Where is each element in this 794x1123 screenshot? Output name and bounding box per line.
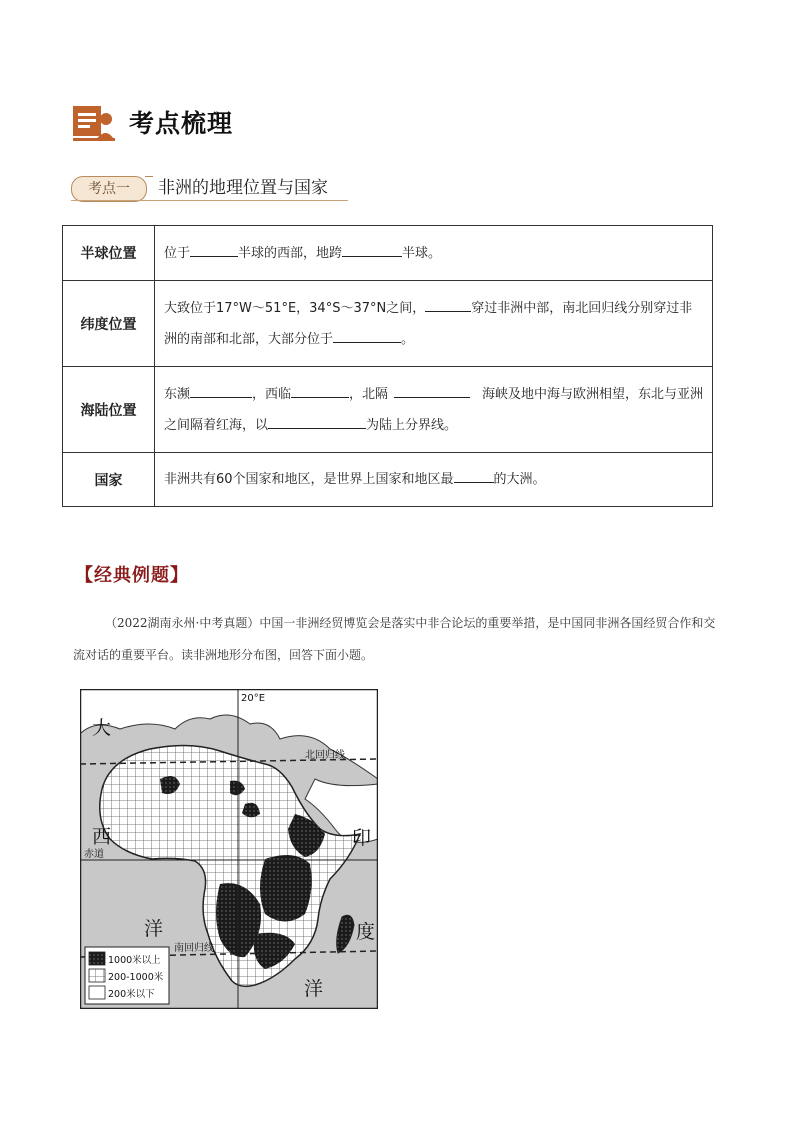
- table-row: [63, 367, 713, 453]
- tropic-north-label: 北回归线: [305, 750, 345, 761]
- fill-blank[interactable]: [394, 383, 470, 398]
- ocean-label-atlantic: 洋: [144, 918, 164, 940]
- legend-label: 200米以下: [108, 989, 155, 1000]
- highland-area: [260, 855, 312, 922]
- text-segment: 。: [401, 331, 415, 347]
- text-segment: 大致位于17°W～51°E，34°S～37°N之间，: [164, 300, 426, 316]
- text-segment: 半球。: [402, 245, 442, 261]
- fill-blank[interactable]: [454, 468, 494, 483]
- text-segment: 穿过非洲中部，南北回归线分别穿过非洲的南部和北部，大部分位于: [164, 300, 693, 347]
- topic-connector: [145, 176, 153, 177]
- text-segment: 的大洲。: [493, 472, 546, 487]
- row-content: [155, 226, 713, 281]
- legend-label: 200-1000米: [108, 972, 164, 983]
- row-content: [155, 453, 713, 507]
- equator-label: 赤道: [84, 849, 104, 860]
- ocean-label-atlantic: 大: [92, 717, 112, 739]
- legend-swatch-high: [89, 952, 105, 965]
- text-segment: 非洲共有60个国家和地区，是世界上国家和地区最: [164, 472, 454, 487]
- ocean-label-indian: 洋: [304, 978, 324, 1000]
- map-svg: [80, 689, 378, 1009]
- row-content: [155, 367, 713, 453]
- ocean-label-indian: 度: [356, 921, 376, 943]
- topic-tag: 考点一: [71, 176, 147, 202]
- section-title: 考点梳理: [129, 109, 234, 138]
- africa-terrain-map: [80, 689, 378, 1009]
- row-label: 海陆位置: [63, 367, 155, 453]
- text-segment: 东濒: [164, 386, 191, 402]
- map-legend: [85, 947, 169, 1004]
- tropic-south-label: 南回归线: [174, 943, 214, 954]
- section-header: [73, 102, 233, 142]
- text-segment: 位于: [164, 245, 191, 261]
- fill-blank[interactable]: [268, 414, 366, 429]
- text-segment: 为陆上分界线。: [366, 417, 458, 433]
- row-label: 国家: [63, 453, 155, 507]
- legend-label: 1000米以上: [108, 955, 161, 966]
- topic-title: 非洲的地理位置与国家: [158, 178, 328, 198]
- longitude-label: 20°E: [241, 693, 266, 704]
- table-row: [63, 226, 713, 281]
- row-label: 半球位置: [63, 226, 155, 281]
- knowledge-table: [62, 225, 713, 507]
- fill-blank[interactable]: [190, 242, 238, 257]
- ocean-label-indian: 印: [352, 827, 372, 849]
- question-text: （2022湖南永州·中考真题）中国一非洲经贸博览会是落实中非合论坛的重要举措，是中国同非洲各国经贸合作和交流对话的重要平台。读非洲地形分布图，回答下面小题。: [73, 616, 716, 662]
- legend-swatch-low: [89, 986, 105, 999]
- study-notes-icon: [73, 103, 115, 141]
- fill-blank[interactable]: [291, 383, 349, 398]
- fill-blank[interactable]: [190, 383, 252, 398]
- text-segment: ，北隔: [349, 386, 389, 402]
- fill-blank[interactable]: [342, 242, 402, 257]
- fill-blank[interactable]: [333, 328, 401, 343]
- text-segment: 半球的西部，地跨: [238, 245, 343, 261]
- fill-blank[interactable]: [425, 297, 471, 312]
- row-content: [155, 281, 713, 367]
- text-segment: 海峡及地中海与欧洲相望，东北与亚洲之间隔着红海，以: [164, 386, 704, 433]
- topic-bar: [71, 175, 348, 201]
- ocean-label-atlantic: 西: [92, 826, 112, 848]
- text-segment: ，西临: [252, 386, 292, 402]
- example-heading: 【经典例题】: [75, 565, 189, 586]
- legend-swatch-mid: [89, 969, 105, 982]
- table-row: [63, 281, 713, 367]
- row-label: 纬度位置: [63, 281, 155, 367]
- table-row: [63, 453, 713, 507]
